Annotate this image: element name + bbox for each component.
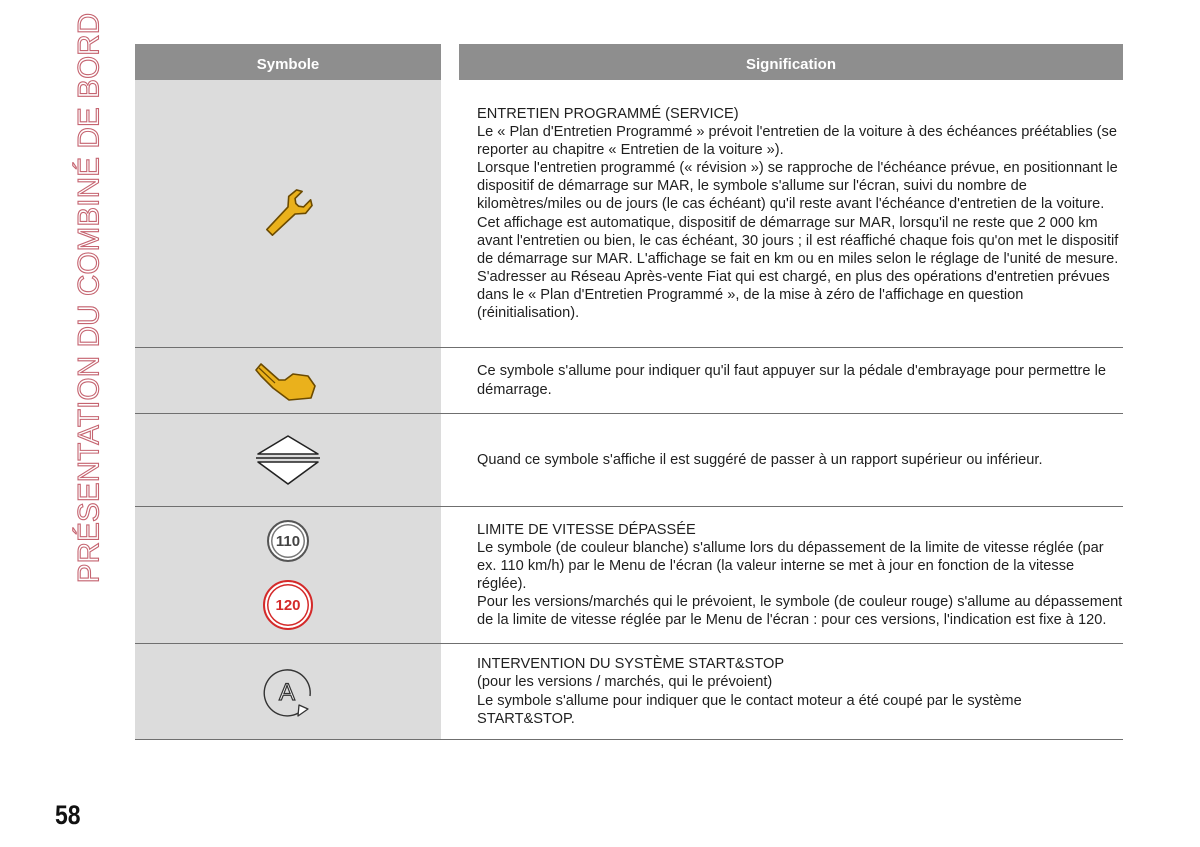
table-row bbox=[135, 414, 1123, 507]
clutch-pedal-icon bbox=[253, 358, 323, 404]
chapter-title: PRÉSENTATION DU COMBINÉ DE BORD bbox=[72, 12, 106, 584]
table-row bbox=[135, 507, 1123, 644]
text-line: Le « Plan d'Entretien Programmé » prévoit l'entretien de la voiture à des échéances préétablies (se reporter au chapitre « Entretien de la voiture »). bbox=[477, 124, 1117, 159]
speed-limit-title: LIMITE DE VITESSE DÉPASSÉE bbox=[477, 521, 696, 538]
speed-limit-red-icon: 120 bbox=[263, 580, 313, 630]
symbol-cell bbox=[135, 348, 441, 413]
meaning-cell bbox=[441, 80, 1123, 347]
start-stop-icon bbox=[258, 662, 318, 722]
text-line: Le symbole (de couleur blanche) s'allume lors du dépassement de la limite de vitesse réglée (par ex. 110 km/h) par le Menu de l'écran (la valeur interne se met à jour en fonction de la vitesse réglée). bbox=[477, 539, 1104, 592]
symbol-cell bbox=[135, 80, 441, 347]
meaning-cell bbox=[441, 414, 1123, 506]
table-row bbox=[135, 644, 1123, 740]
service-title: ENTRETIEN PROGRAMMÉ (SERVICE) bbox=[477, 105, 739, 122]
symbol-cell bbox=[135, 414, 441, 506]
header-meaning: Signification bbox=[459, 44, 1123, 80]
speed-limit-white-icon: 110 bbox=[267, 520, 309, 562]
table-header bbox=[135, 44, 1123, 80]
text-line: Ce symbole s'allume pour indiquer qu'il faut appuyer sur la pédale d'embrayage pour permettre le démarrage. bbox=[477, 363, 1106, 398]
meaning-cell bbox=[441, 348, 1123, 413]
page-number: 58 bbox=[55, 800, 81, 830]
text-line: S'adresser au Réseau Après-vente Fiat qui est chargé, en plus des opérations d'entretien prévues dans le « Plan d'Entretien Programmé », de la mise à zéro de l'affichage en question (réinitialisation). bbox=[477, 268, 1110, 321]
symbol-cell bbox=[135, 644, 441, 739]
text-line: Le symbole s'allume pour indiquer que le contact moteur a été coupé par le système START&STOP. bbox=[477, 692, 1022, 727]
gear-shift-arrows-icon bbox=[252, 432, 324, 488]
wrench-icon bbox=[258, 184, 318, 244]
meaning-cell bbox=[441, 644, 1123, 739]
text-line: Quand ce symbole s'affiche il est suggéré de passer à un rapport supérieur ou inférieur. bbox=[477, 451, 1043, 468]
symbols-table bbox=[135, 44, 1123, 740]
table-row bbox=[135, 348, 1123, 414]
start-stop-letter: A bbox=[278, 678, 296, 706]
text-line: Pour les versions/marchés qui le prévoient, le symbole (de couleur rouge) s'allume au dépassement de la limite de vitesse réglée par le Menu de l'écran : pour ces versions, l'indication est fixe à 120. bbox=[477, 594, 1123, 629]
text-line: Cet affichage est automatique, dispositif de démarrage sur MAR, lorsqu'il ne reste que 2 000 km avant l'entretien ou bien, le cas échéant, 30 jours ; il est réaffiché chaque fois qu'on met le dispositif de démarrage sur MAR. L'affichage se fait en km ou en miles selon le réglage de l'unité de mesure. bbox=[477, 214, 1119, 267]
start-stop-title: INTERVENTION DU SYSTÈME START&STOP bbox=[477, 656, 785, 673]
meaning-cell bbox=[441, 507, 1123, 643]
symbol-cell bbox=[135, 507, 441, 643]
header-symbol: Symbole bbox=[135, 44, 441, 80]
text-line: Lorsque l'entretien programmé (« révision ») se rapproche de l'échéance prévue, en positionnant le dispositif de démarrage sur MAR, le symbole s'allume sur l'écran, suivi du nombre de kilomètres/miles ou de jours (le cas échéant) qu'il reste avant l'échéance d'entretien de la voiture. bbox=[477, 160, 1118, 213]
table-row bbox=[135, 80, 1123, 348]
text-line: (pour les versions / marchés, qui le prévoient) bbox=[477, 674, 773, 691]
